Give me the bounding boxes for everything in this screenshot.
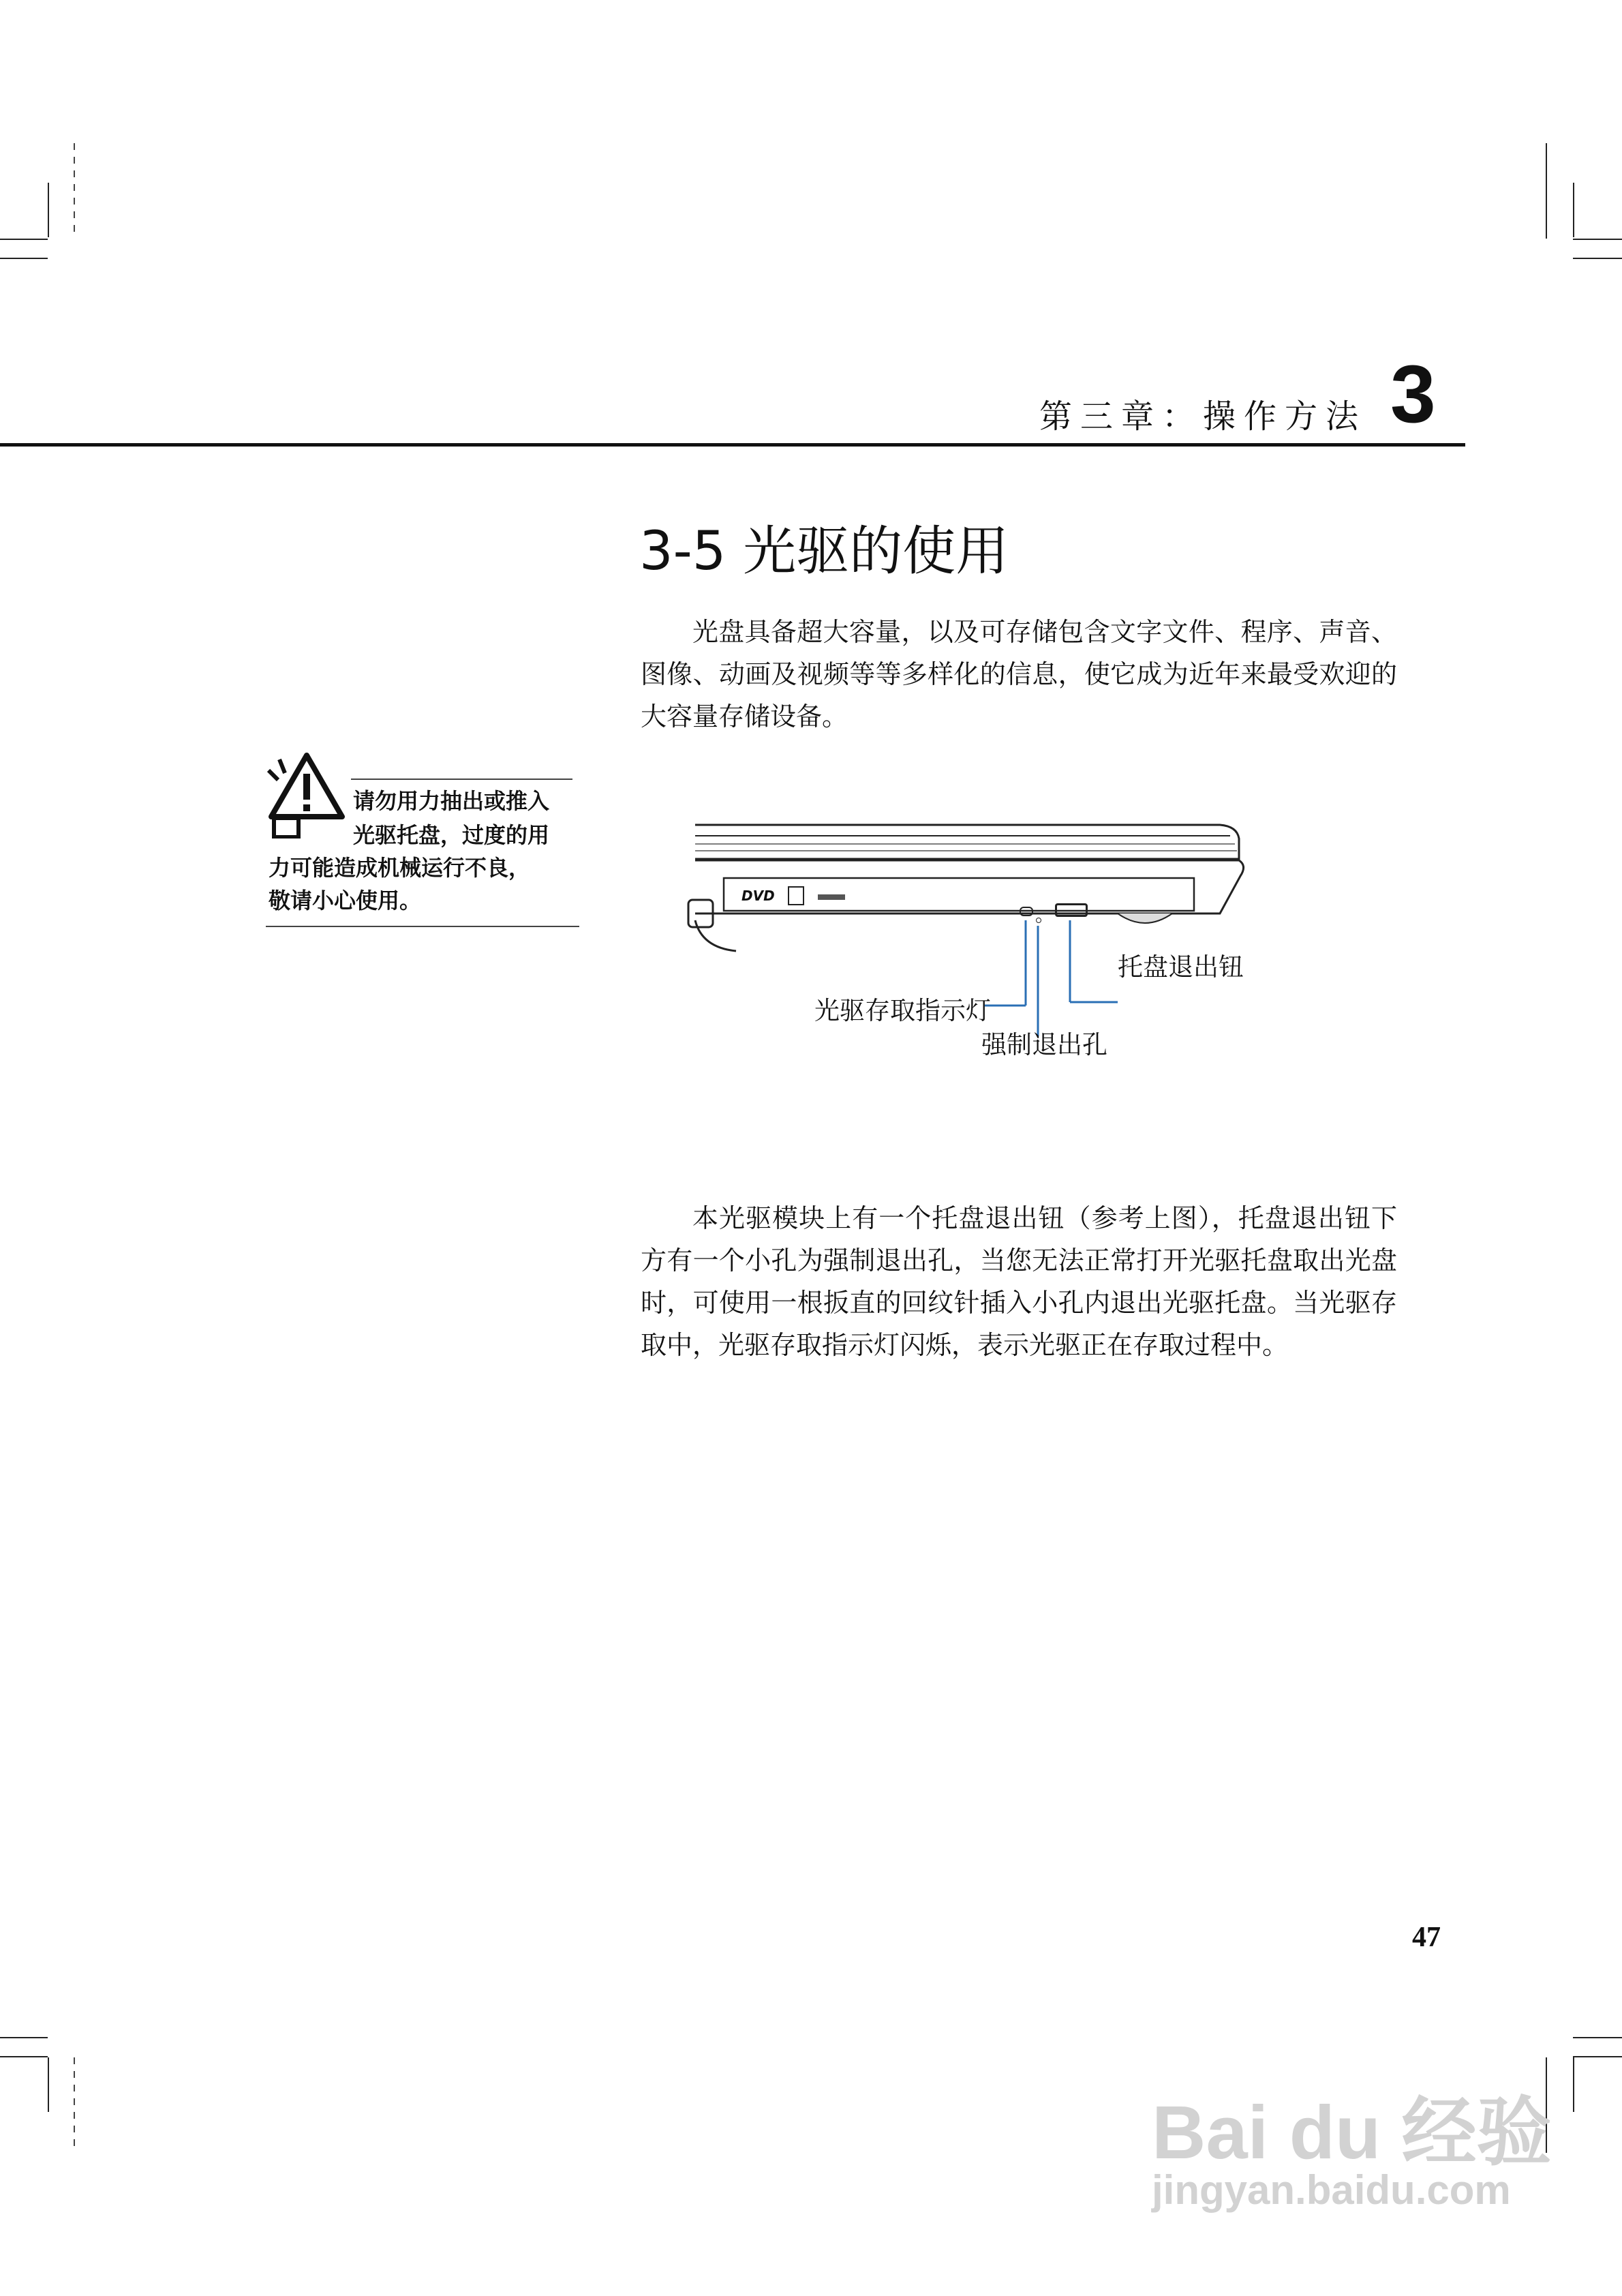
crop-mark: [1573, 239, 1622, 240]
crop-mark: [74, 2057, 75, 2153]
watermark-brand: Bai du 经验: [1152, 2091, 1552, 2175]
crop-mark: [1573, 2037, 1622, 2038]
watermark-url: jingyan.baidu.com: [1152, 2167, 1511, 2213]
dvd-logo: DVD: [741, 888, 775, 904]
note-line: 敬请小心使用。: [269, 888, 422, 913]
label-access-light: 光驱存取指示灯: [814, 996, 991, 1025]
note-line: 力可能造成机械运行不良，: [269, 855, 531, 881]
chapter-rule: [0, 443, 1465, 447]
page-number: 47: [1412, 1922, 1441, 1953]
caution-icon: [266, 750, 348, 839]
crop-mark: [1573, 183, 1574, 237]
label-emergency-hole: 强制退出孔: [981, 1030, 1107, 1059]
label-eject-button: 托盘退出钮: [1118, 952, 1244, 982]
section-title: 3-5 光驱的使用: [639, 521, 1009, 582]
crop-mark: [0, 258, 48, 259]
crop-mark: [0, 2037, 48, 2038]
chapter-title: 第三章：操作方法: [1039, 397, 1366, 436]
crop-mark: [1573, 258, 1622, 259]
chapter-number: 3: [1390, 348, 1436, 440]
optical-drive-figure: [682, 811, 1281, 1070]
crop-mark: [0, 2056, 48, 2057]
crop-mark: [1573, 2056, 1622, 2057]
note-line: 请勿用力抽出或推入: [353, 788, 550, 814]
note-top-rule: [351, 779, 572, 780]
note-line: 光驱托盘，过度的用: [353, 822, 550, 848]
crop-mark: [48, 2057, 49, 2112]
crop-mark: [74, 143, 75, 239]
crop-mark: [1546, 143, 1547, 239]
note-bottom-rule: [266, 926, 579, 927]
crop-mark: [1573, 2057, 1574, 2112]
crop-mark: [48, 183, 49, 237]
crop-mark: [0, 239, 48, 240]
caution-note: [266, 750, 579, 927]
intro-paragraph: 光盘具备超大容量，以及可存储包含文字文件、程序、声音、图像、动画及视频等等多样化的信息，使它成为近年来最受欢迎的大容量存储设备。: [641, 617, 1397, 731]
body-paragraph: 本光驱模块上有一个托盘退出钮（参考上图），托盘退出钮下方有一个小孔为强制退出孔，当您无法正常打开光驱托盘取出光盘时，可使用一根扳直的回纹针插入小孔内退出光驱托盘。当光驱存取中，光驱存取指示灯闪烁，表示光驱正在存取过程中。: [641, 1203, 1397, 1360]
